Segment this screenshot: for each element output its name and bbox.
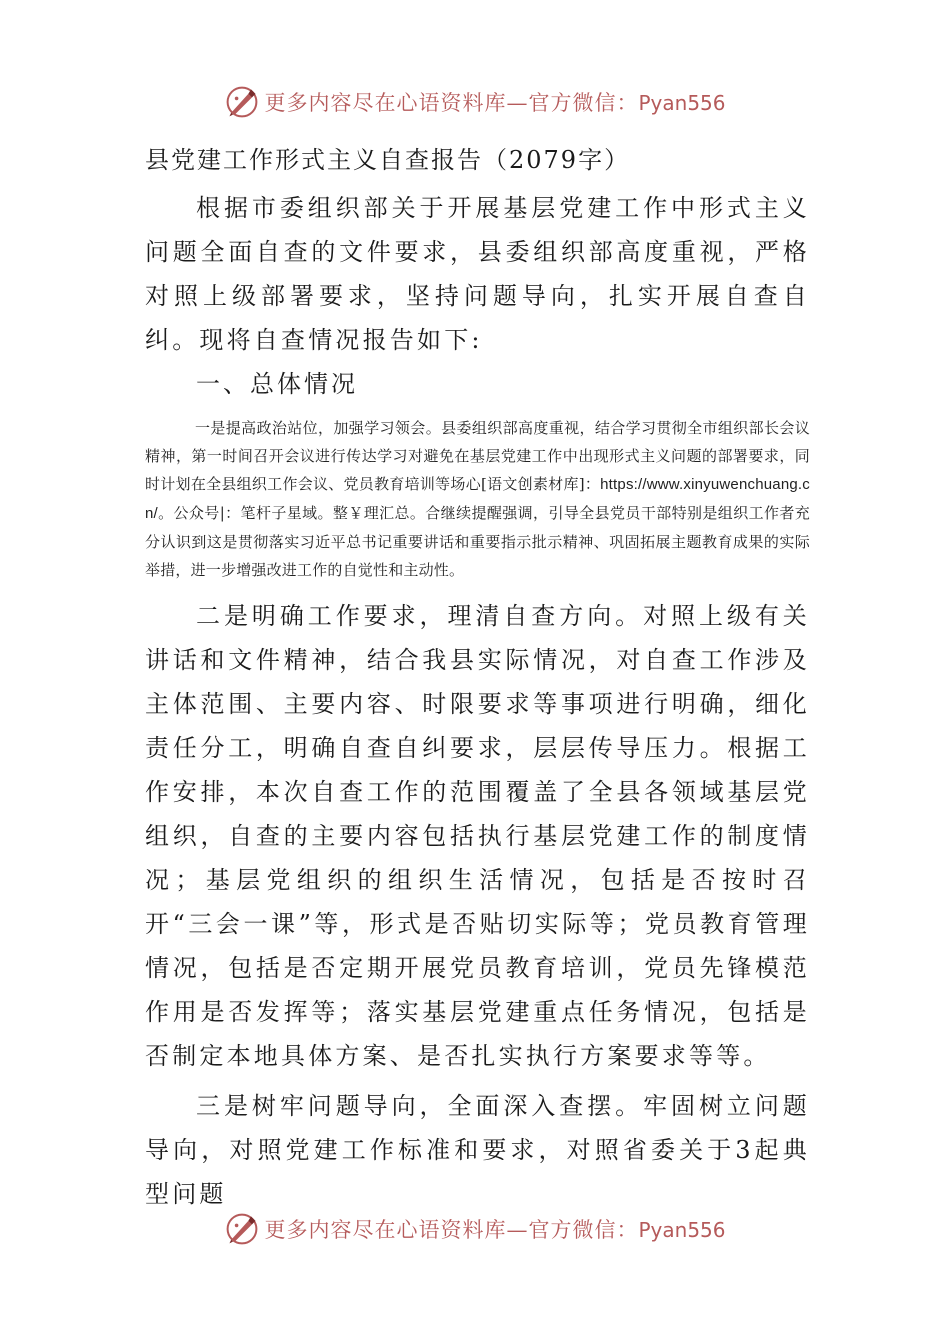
document-title: 县党建工作形式主义自查报告（2079字） — [145, 146, 631, 174]
source-url[interactable]: https://www.xinyuwenchuang.cn/ — [145, 476, 810, 522]
header-banner — [0, 80, 950, 124]
footer-banner — [0, 1207, 950, 1251]
pen-logo-icon — [224, 1211, 260, 1247]
paragraph-3: 三是树牢问题导向，全面深入查摆。牢固树立问题导向，对照党建工作标准和要求，对照省委关于3起典型问题 — [145, 1092, 810, 1208]
intro-paragraph: 根据市委组织部关于开展基层党建工作中形式主义问题全面自查的文件要求，县委组织部高度重视，严格对照上级部署要求，坚持问题导向，扎实开展自查自纠。现将自查情况报告如下: — [145, 194, 810, 354]
banner-text: 更多内容尽在心语资料库—官方微信：Pyan556 — [264, 91, 726, 115]
banner-text: 更多内容尽在心语资料库—官方微信：Pyan556 — [264, 1218, 726, 1242]
pen-logo-icon — [224, 84, 260, 120]
paragraph-2: 二是明确工作要求，理清自查方向。对照上级有关讲话和文件精神，结合我县实际情况，对自查工作涉及主体范围、主要内容、时限要求等事项进行明确，细化责任分工，明确自查自纠要求，层层传导压力。根据工作安排，本次自查工作的范围覆盖了全县各领域基层党组织，自查的主要内容包括执行基层党建工作的制度情况；基层党组织的组织生活情况，包括是否按时召开“三会一课”等，形式是否贴切实际等；党员教育管理情况，包括是否定期开展党员教育培训，党员先锋模范作用是否发挥等；落实基层党建重点任务情况，包括是否制定本地具体方案、是否扎实执行方案要求等等。 — [145, 602, 810, 1070]
document-body — [145, 140, 810, 1216]
paragraph-1: 一是提高政治站位，加强学习领会。县委组织部高度重视，结合学习贯彻全市组织部长会议精神，第一时间召开会议进行传达学习对避免在基层党建工作中出现形式主义问题的部署要求，同时计划在全县组织工作会议、党员教育培训等场心[语文创素材库]：https://www.xinyuwenchuang.cn/。公众号|：笔杆子星域。整￥理汇总。合继续提醒强调，引导全县党员干部特别是组织工作者充分认识到这是贯彻落实习近平总书记重要讲话和重要指示批示精神、巩固拓展主题教育成果的实际举措，进一步增强改进工作的自觉性和主动性。 — [145, 419, 810, 579]
section-heading-overview: 一、总体情况 — [196, 370, 358, 398]
